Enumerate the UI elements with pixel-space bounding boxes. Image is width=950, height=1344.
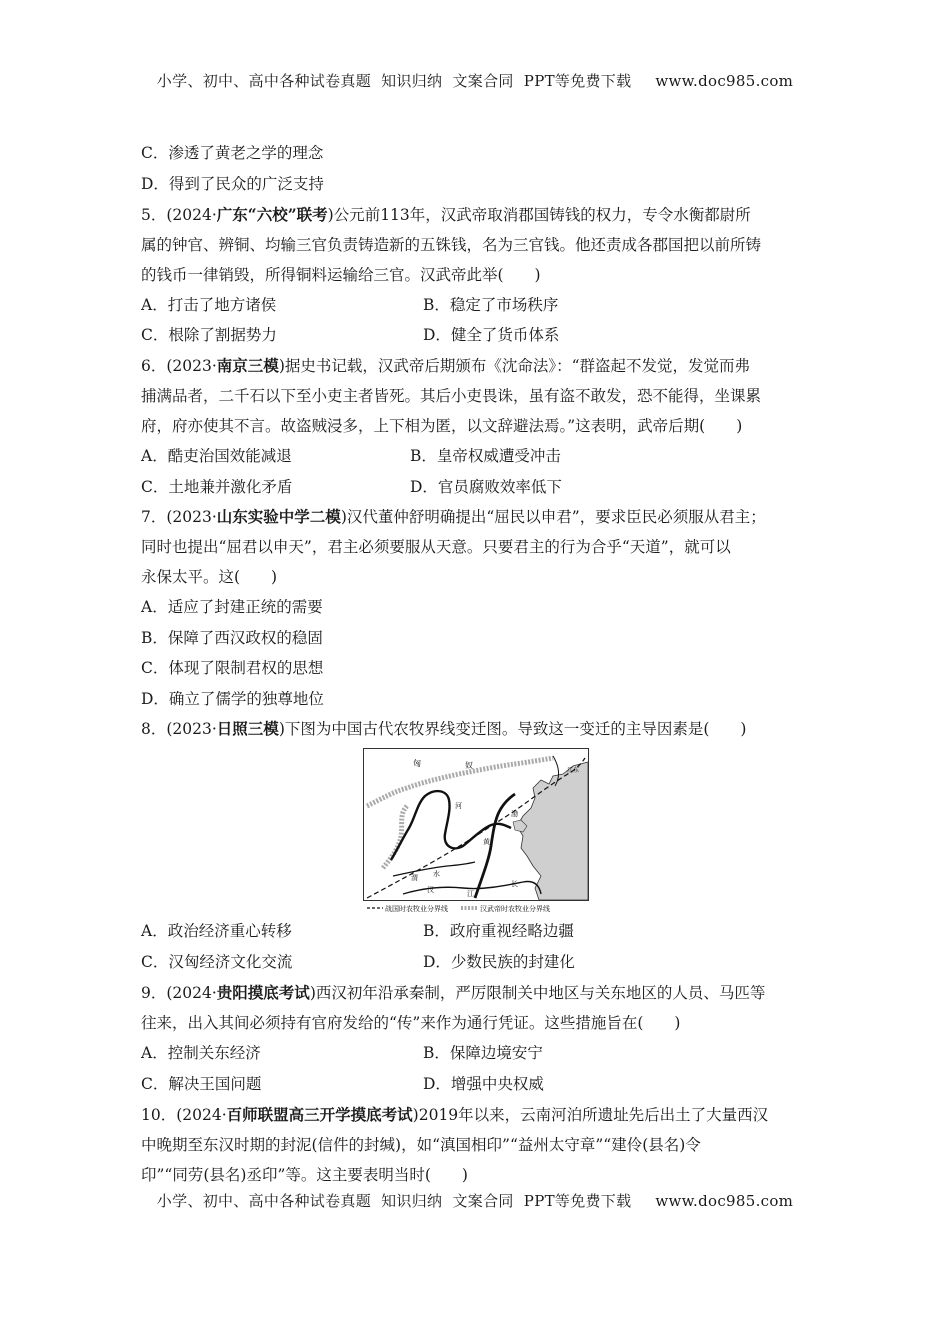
q4-option-c: C．渗透了黄老之学的理念 — [141, 144, 324, 162]
q10-stem-line2: 中晚期至东汉时期的封泥(信件的封缄)，如“滇国相印”“益州太守章”“建伶(县名)令 — [141, 1136, 701, 1154]
q7-source: 山东实验中学二模 — [216, 507, 341, 526]
map-label-xiong: 匈 — [413, 759, 421, 768]
map-label-jiang: 江 — [467, 890, 474, 898]
q7-text1: )汉代董仲舒明确提出“屈民以申君”，要求臣民必须服从君主； — [340, 508, 766, 526]
header-url[interactable]: www.doc985.com — [655, 72, 794, 90]
q7-option-c: C．体现了限制君权的思想 — [141, 659, 324, 677]
map-label-liaodong: 辽东 — [567, 767, 580, 774]
q6-source: 南京三模 — [216, 356, 279, 375]
q5-stem-line3: 的钱币一律销毁，所得铜料运输给三官。汉武帝此举( ) — [141, 266, 541, 284]
q7-option-a: A．适应了封建正统的需要 — [141, 598, 323, 616]
page-footer — [0, 1190, 950, 1211]
q6-option-b: B．皇帝权威遭受冲击 — [410, 447, 561, 465]
map-label-shui: 水 — [433, 870, 440, 878]
q8-option-b: B．政府重视经略边疆 — [423, 922, 574, 940]
q9-stem-line2: 往来，出入其间必须持有官府发给的“传”来作为通行凭证。这些措施旨在( ) — [141, 1014, 681, 1032]
q6-number: 6．(2023· — [141, 357, 217, 375]
map-label-huang: 黄 — [483, 838, 490, 846]
legend-warring-states: 战国时农牧业分界线 — [385, 905, 448, 913]
q6-option-c: C．土地兼并激化矛盾 — [141, 478, 293, 496]
map-label-chang: 长 — [511, 880, 518, 888]
legend-han-wudi: 汉武帝时农牧业分界线 — [480, 905, 550, 913]
map-label-bo: 渤 — [511, 810, 518, 818]
q8-text1: )下图为中国古代农牧界线变迁图。导致这一变迁的主导因素是( ) — [278, 720, 747, 738]
q7-stem-line2: 同时也提出“屈君以申天”，君主必须要服从天意。只要君主的行为合乎“天道”，就可以 — [141, 538, 731, 556]
q6-options-row1 — [141, 446, 561, 466]
q5-stem-line2: 属的钟官、辨铜、均输三官负责铸造新的五铢钱，名为三官钱。他还责成各郡国把以前所铸 — [141, 236, 762, 254]
q8-options-row1 — [141, 921, 574, 941]
map-label-nu: 奴 — [465, 761, 473, 770]
q8-number: 8．(2023· — [141, 720, 217, 738]
q9-source: 贵阳摸底考试 — [216, 983, 310, 1002]
q6-stem-line1 — [141, 356, 750, 376]
page-header — [0, 70, 950, 91]
q7-number: 7．(2023· — [141, 508, 217, 526]
q9-option-b: B．保障边境安宁 — [423, 1044, 543, 1062]
q5-options-row1 — [141, 295, 559, 315]
q6-stem-line3: 府，府亦使其不言。故盗贼浸多，上下相为匿，以文辞避法焉。”这表明，武帝后期( ) — [141, 417, 743, 435]
q9-options-row2 — [141, 1074, 544, 1094]
map-svg — [363, 748, 589, 914]
q7-stem-line3: 永保太平。这( ) — [141, 568, 278, 586]
q9-option-d: D．增强中央权威 — [423, 1075, 544, 1093]
q10-source: 百师联盟高三开学摸底考试 — [226, 1105, 413, 1124]
q8-option-c: C．汉匈经济文化交流 — [141, 953, 293, 971]
q5-source: 广东“六校”联考 — [216, 205, 328, 224]
footer-text: 小学、初中、高中各种试卷真题 知识归纳 文案合同 PPT等免费下载 — [156, 1192, 632, 1210]
header-text: 小学、初中、高中各种试卷真题 知识归纳 文案合同 PPT等免费下载 — [156, 72, 632, 90]
q5-number: 5．(2024· — [141, 206, 217, 224]
q5-options-row2 — [141, 325, 560, 345]
q8-source: 日照三模 — [216, 719, 279, 738]
q8-option-d: D．少数民族的封建化 — [423, 953, 575, 971]
q10-text1: )2019年以来，云南河泊所遗址先后出土了大量西汉 — [412, 1106, 769, 1124]
q5-stem-line1 — [141, 205, 751, 225]
q9-option-c: C．解决王国问题 — [141, 1075, 262, 1093]
q9-number: 9．(2024· — [141, 984, 217, 1002]
q7-stem-line1 — [141, 507, 766, 527]
q7-option-d: D．确立了儒学的独尊地位 — [141, 690, 324, 708]
map-label-wei: 渭 — [411, 874, 418, 882]
map-label-han: 汉 — [427, 886, 434, 894]
q10-stem-line1 — [141, 1105, 768, 1125]
q8-option-a: A．政治经济重心转移 — [141, 922, 292, 940]
q8-options-row2 — [141, 952, 575, 972]
q9-stem-line1 — [141, 983, 765, 1003]
q6-options-row2 — [141, 477, 562, 497]
q9-option-a: A．控制关东经济 — [141, 1044, 261, 1062]
q5-option-a: A．打击了地方诸侯 — [141, 296, 277, 314]
q5-option-d: D．健全了货币体系 — [423, 326, 560, 344]
q4-option-d: D．得到了民众的广泛支持 — [141, 175, 324, 193]
q10-number: 10．(2024· — [141, 1106, 227, 1124]
farming-pastoral-boundary-map — [363, 748, 589, 914]
q5-text1: )公元前113年，汉武帝取消郡国铸钱的权力，专令水衡都尉所 — [327, 206, 751, 224]
q7-option-b: B．保障了西汉政权的稳固 — [141, 629, 323, 647]
q5-option-c: C．根除了割据势力 — [141, 326, 277, 344]
q6-text1: )据史书记载，汉武帝后期颁布《沈命法》：“群盗起不发觉，发觉而弗 — [278, 357, 751, 375]
q6-option-d: D．官员腐败效率低下 — [410, 478, 562, 496]
q6-stem-line2: 捕满品者，二千石以下至小吏主者皆死。其后小吏畏诛，虽有盗不敢发，恐不能得，坐课累 — [141, 387, 762, 405]
q6-option-a: A．酷吏治国效能减退 — [141, 447, 292, 465]
q5-option-b: B．稳定了市场秩序 — [423, 296, 559, 314]
footer-url[interactable]: www.doc985.com — [655, 1192, 794, 1210]
q8-stem-line1 — [141, 719, 746, 739]
map-label-he: 河 — [455, 802, 462, 810]
q9-text1: )西汉初年沿承秦制，严厉限制关中地区与关东地区的人员、马匹等 — [309, 984, 766, 1002]
q9-options-row1 — [141, 1043, 543, 1063]
q10-stem-line3: 印”“同劳(县名)丞印”等。这主要表明当时( ) — [141, 1166, 468, 1184]
